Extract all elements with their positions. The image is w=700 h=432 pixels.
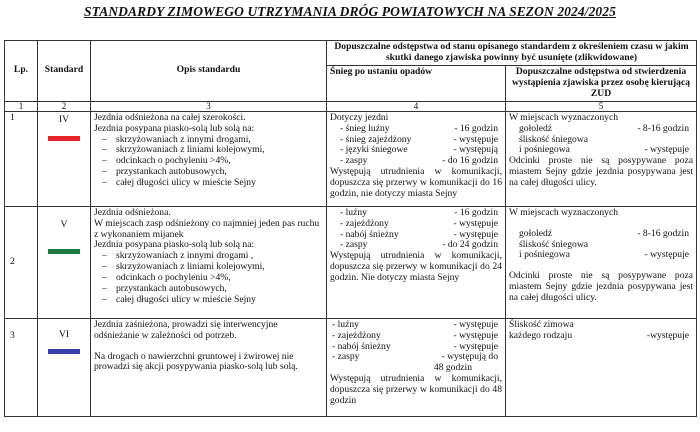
snieg-item: - zajeżdżony	[340, 217, 389, 229]
snieg-value: - do 16 godzin	[442, 155, 498, 167]
opis-item: – całej długości ulicy w mieście Sejny	[116, 178, 323, 189]
standard-color-bar	[48, 136, 80, 141]
opis-item: – skrzyżowaniach z liniami kolejowymi,	[116, 145, 323, 156]
zud-value	[689, 135, 693, 146]
snieg-value: - występuje	[453, 228, 498, 240]
col-number: 5	[506, 101, 697, 111]
snieg-value: 48 godzin	[433, 362, 472, 374]
standard-row-vi	[5, 318, 697, 416]
opis-line: Jezdnia posypana piasko-solą lub solą na:	[94, 239, 255, 251]
zud-value: -występuje	[646, 329, 690, 341]
snieg-item: - luźny	[340, 206, 367, 218]
snieg-value: - 16 godzin	[454, 206, 498, 218]
standard-row-v	[5, 206, 697, 318]
snieg-value: - występuje	[453, 133, 498, 145]
opis-line: Na drogach o nawierzchni gruntowej i żwirowej nie prowadzi się akcji posypywania piasko-solą lub solą.	[94, 350, 298, 373]
standard-color-bar	[48, 249, 80, 254]
standard-color-bar	[48, 349, 80, 354]
header-dopuszczalne: Dopuszczalne odstępstwa od stanu opisanego standardem z określeniem czasu w jakim skutki danego zjawiska powinny być usunięte (zlikwidowane)	[327, 41, 697, 66]
opis-item: – skrzyżowaniach z liniami kolejowymi,	[116, 262, 323, 273]
zud-item: gołoledź	[519, 227, 553, 239]
zud-head: Śliskość zimowa	[509, 318, 574, 330]
zud-item: i pośniegowa	[519, 249, 570, 261]
snieg-cell	[327, 318, 506, 416]
snieg-value: - występuje	[453, 340, 498, 352]
snieg-item: - języki śniegowe	[340, 144, 408, 156]
standard-label: VI	[58, 328, 70, 340]
opis-item: – odcinkach o pochyleniu >4%,	[116, 273, 323, 284]
standard-label: V	[60, 218, 68, 230]
snieg-item: - śnieg luźny	[340, 122, 390, 134]
opis-line: Jezdnia posypana piasko-solą lub solą na:	[94, 122, 255, 134]
col-number: 4	[327, 101, 506, 111]
header-standard: Standard	[38, 41, 91, 102]
standard-cell	[38, 111, 91, 206]
zud-item: śliskość śniegowa	[519, 238, 589, 250]
snieg-value: - występują	[453, 144, 498, 156]
page-title: STANDARDY ZIMOWEGO UTRZYMANIA DRÓG POWIATOWYCH NA SEZON 2024/2025	[84, 4, 616, 19]
snieg-head: Dotyczy jezdni	[330, 111, 389, 123]
zud-item: śliskość śniegowa	[519, 133, 589, 145]
snieg-item: - zajeżdżony	[332, 329, 381, 341]
column-numbers-row	[5, 101, 697, 111]
opis-cell	[91, 111, 327, 206]
zud-value: - 8-16 godzin	[637, 227, 690, 239]
snieg-item: - nabój śnieżny	[340, 228, 399, 240]
zud-cell	[506, 111, 697, 206]
zud-value: - występuje	[644, 249, 690, 261]
zud-head: W miejscach wyznaczonych	[509, 206, 619, 218]
zud-item: gołoledź	[519, 122, 553, 134]
snieg-value: - występuje	[453, 217, 498, 229]
snieg-item: - śnieg zajeżdżony	[340, 133, 412, 145]
opis-line: W miejscach zasp odśnieżony co najmniej jeden pas ruchu z wykonaniem mijanek	[94, 217, 320, 240]
row-lp: 1	[5, 111, 38, 206]
standard-label: IV	[58, 113, 70, 125]
row-lp: 3	[5, 318, 38, 416]
opis-line: Jezdnia odśnieżona.	[94, 206, 171, 218]
snieg-item: - luźny	[332, 318, 359, 330]
zud-item: każdego rodzaju	[509, 329, 573, 341]
zud-cell	[506, 206, 697, 318]
opis-item: – całej długości ulicy w mieście Sejny	[116, 295, 323, 306]
opis-item: – skrzyżowaniach z innymi drogami ,	[116, 251, 323, 262]
zud-cell	[506, 318, 697, 416]
row-lp: 2	[5, 206, 38, 318]
header-snieg: Śnieg po ustaniu opadów	[327, 66, 506, 102]
opis-cell	[91, 206, 327, 318]
col-number: 1	[5, 101, 38, 111]
snieg-note: Występują utrudnienia w komunikacji, dopuszcza się przerwy w komunikacji do 16 godzin, nie dotyczy miasta Sejny	[330, 166, 502, 200]
snieg-value: - 16 godzin	[454, 122, 498, 134]
header-opis: Opis standardu	[91, 41, 327, 102]
snieg-note: Występują utrudnienia w komunikacji, dopuszcza się przerwy w komunikacji do 24 godzin. Nie dotyczy miasta Sejny	[330, 250, 502, 284]
opis-line: Jezdnia zaśnieżona, prowadzi się interwencyjne odśnieżanie w zależności od potrzeb.	[94, 318, 278, 341]
opis-item: – skrzyżowaniach z innymi drogami,	[116, 135, 323, 146]
snieg-value: - występują do	[441, 351, 498, 363]
zud-head: W miejscach wyznaczonych	[509, 111, 619, 123]
snieg-item: - nabój śnieżny	[332, 340, 391, 352]
snieg-value: - występuje	[453, 318, 498, 330]
col-number: 2	[38, 101, 91, 111]
snieg-value: - występuje	[453, 329, 498, 341]
opis-cell	[91, 318, 327, 416]
header-lp: Lp.	[5, 41, 38, 102]
standard-row-iv	[5, 111, 697, 206]
opis-line: Jezdnia odśnieżona na całej szerokości.	[94, 111, 246, 123]
snieg-cell	[327, 111, 506, 206]
snieg-value: - do 24 godzin	[442, 239, 498, 251]
zud-note: Odcinki proste nie są posypywane poza miastem Sejny gdzie jezdnia posypywana jest na całej długości ulicy.	[509, 155, 694, 189]
snieg-item: - zaspy	[332, 351, 360, 363]
zud-item: i pośniegowa	[519, 144, 570, 156]
opis-item: – przystankach autobusowych,	[116, 284, 323, 295]
zud-note: Odcinki proste nie są posypywane poza miastem Sejny gdzie jezdnia posypywana jest na całej długości ulicy.	[509, 270, 694, 304]
zud-value: - 8-16 godzin	[637, 122, 690, 134]
col-number: 3	[91, 101, 327, 111]
zud-value	[689, 240, 693, 251]
snieg-item: - zaspy	[340, 239, 368, 251]
snieg-cell	[327, 206, 506, 318]
snieg-item: - zaspy	[340, 155, 368, 167]
standards-table	[4, 40, 697, 417]
opis-item: – przystankach autobusowych,	[116, 167, 323, 178]
opis-item: – odcinkach o pochyleniu >4%,	[116, 156, 323, 167]
zud-value: - występuje	[644, 144, 690, 156]
standard-cell	[38, 318, 91, 416]
header-zud: Dopuszczalne odstępstwa od stwierdzenia wystąpienia zjawiska przez osobę kierującą ZUD	[506, 66, 697, 102]
snieg-note: Występują utrudnienia w komunikacji, dopuszcza się przerwy w komunikacji do 48 godzin	[330, 373, 502, 407]
standard-cell	[38, 206, 91, 318]
